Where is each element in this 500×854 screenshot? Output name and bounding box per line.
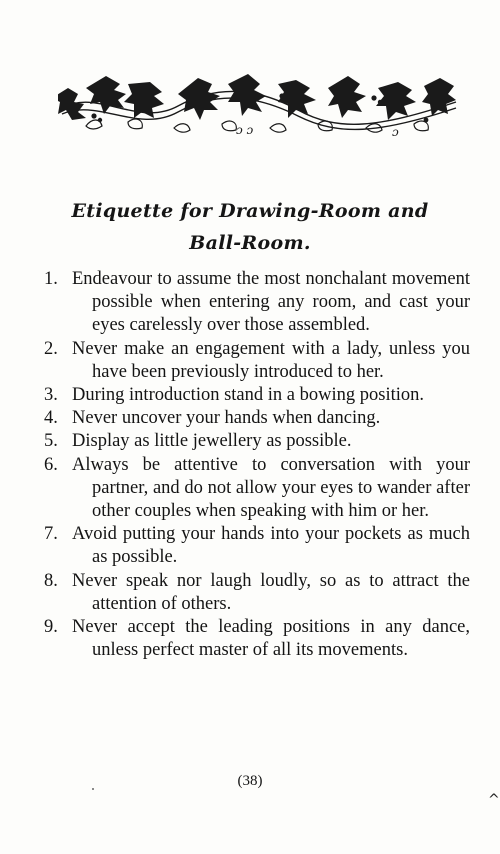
item-number: 9. (44, 617, 58, 638)
holly-ornament-band (58, 68, 460, 140)
list-item (44, 338, 470, 384)
item-text: Always be attentive to conversation with your partner, and do not allow your eyes to wander after other couples when speaking with him or her. (72, 454, 470, 522)
list-item (44, 407, 470, 430)
list-item (44, 616, 470, 662)
item-text: Never make an engagement with a lady, unless you have been previously introduced to her. (72, 338, 470, 382)
item-text: Display as little jewellery as possible. (72, 431, 352, 452)
page-title-continued: Ball-Room. (189, 232, 311, 254)
svg-text:ɔ: ɔ (392, 125, 399, 139)
item-number: 1. (44, 269, 58, 289)
corner-mark: ^ (488, 792, 500, 808)
list-item (44, 570, 470, 616)
list-item (44, 430, 470, 453)
item-text: Never speak nor laugh loudly, so as to attract the attention of others. (72, 570, 470, 614)
svg-text:ɔ ɔ: ɔ ɔ (236, 123, 254, 137)
page-title: Etiquette for Drawing-Room and (71, 200, 429, 222)
item-number: 6. (44, 454, 58, 475)
item-text: During introduction stand in a bowing position. (72, 385, 424, 406)
list-item (44, 268, 470, 338)
item-number: 4. (44, 408, 58, 429)
item-number: 3. (44, 385, 58, 406)
item-text: Avoid putting your hands into your pockets as much as possible. (72, 524, 470, 568)
item-text: Never uncover your hands when dancing. (72, 408, 381, 429)
list-item (44, 384, 470, 407)
etiquette-rules-list (44, 268, 470, 662)
item-text: Endeavour to assume the most nonchalant movement possible when entering any room, and cast your eyes carelessly over those assembled. (72, 269, 470, 336)
list-item (44, 523, 470, 569)
ink-dot (92, 788, 94, 790)
page-number: (38) (237, 773, 263, 789)
list-item (44, 454, 470, 524)
item-number: 5. (44, 431, 58, 452)
item-number: 7. (44, 524, 58, 545)
item-text: Never accept the leading positions in any dance, unless perfect master of all its movements. (72, 617, 470, 661)
item-number: 2. (44, 338, 58, 359)
item-number: 8. (44, 570, 58, 591)
